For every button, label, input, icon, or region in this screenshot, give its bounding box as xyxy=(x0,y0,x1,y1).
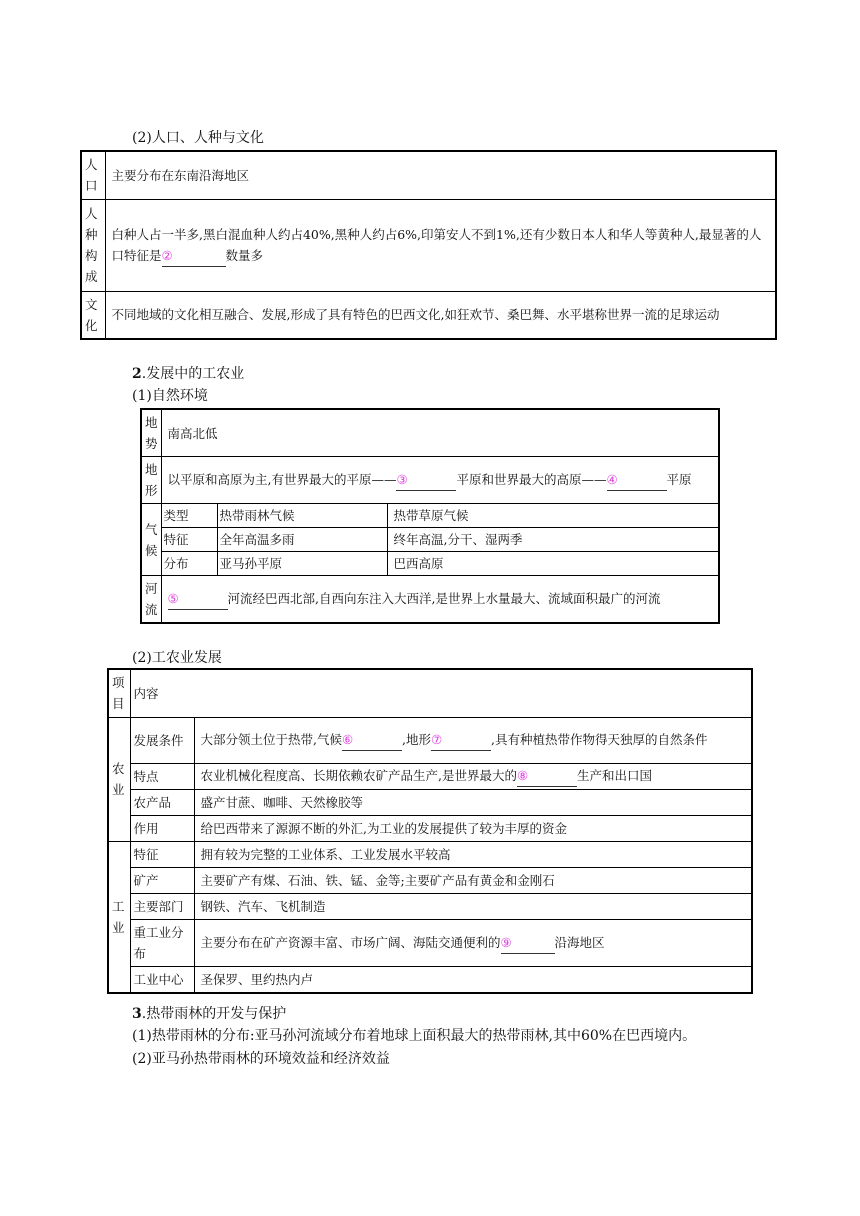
table-row xyxy=(108,815,752,841)
population-heading: (2)人口、人种与文化 xyxy=(132,130,264,146)
row-content: 主要分布在东南沿海地区 xyxy=(105,151,776,199)
answer-blank[interactable]: ⑧ xyxy=(517,765,577,787)
item-content: 圣保罗、里约热内卢 xyxy=(194,966,752,993)
table-row xyxy=(108,893,752,919)
table-row xyxy=(81,199,776,291)
table-row xyxy=(108,789,752,815)
climate-cell: 全年高温多雨 xyxy=(217,528,387,552)
section-2-title xyxy=(132,364,244,384)
climate-cell: 巴西高原 xyxy=(387,552,719,576)
header-content: 内容 xyxy=(130,669,752,717)
table-row xyxy=(141,409,719,457)
climate-key: 分布 xyxy=(161,552,217,576)
climate-key: 类型 xyxy=(161,504,217,528)
text: ,具有种植热带作物得天独厚的自然条件 xyxy=(490,732,708,747)
table-row xyxy=(141,552,719,576)
item-content: 钢铁、汽车、飞机制造 xyxy=(194,893,752,919)
text: 平原和世界最大的高原—— xyxy=(456,472,607,487)
table-row xyxy=(108,867,752,893)
table-row xyxy=(81,151,776,199)
natural-environment-table xyxy=(140,408,720,624)
item-content: 给巴西带来了源源不断的外汇,为工业的发展提供了较为丰厚的资金 xyxy=(194,815,752,841)
table-row xyxy=(108,717,752,763)
section-number: 2 xyxy=(132,366,142,382)
table-row xyxy=(108,919,752,966)
paragraph: (1)热带雨林的分布:亚马孙河流域分布着地球上面积最大的热带雨林,其中60%在巴西境内。 xyxy=(132,1028,697,1044)
row-label: 地形 xyxy=(141,457,161,504)
answer-blank[interactable]: ⑥ xyxy=(342,729,402,751)
row-content xyxy=(161,576,719,624)
item-content xyxy=(194,763,752,789)
text: 大部分领土位于热带,气候 xyxy=(200,732,342,747)
table-row xyxy=(108,966,752,993)
table-row xyxy=(81,291,776,339)
item-key: 特征 xyxy=(130,841,194,867)
item-content: 拥有较为完整的工业体系、工业发展水平较高 xyxy=(194,841,752,867)
table-row xyxy=(141,504,719,528)
text: 主要分布在矿产资源丰富、市场广阔、海陆交通便利的 xyxy=(200,934,501,950)
row-label: 工业 xyxy=(108,841,130,993)
row-content: 南高北低 xyxy=(161,409,719,457)
section-number: 3 xyxy=(132,1006,142,1022)
text: 平原 xyxy=(666,472,692,487)
text: 白种人占一半多,黑白混血种人约占40%,黑种人约占6%,印第安人不到1%,还有少数日本人和华人等黄种人,最显著的人口特征是 xyxy=(111,226,762,263)
row-content xyxy=(161,457,719,504)
industry-agriculture-heading: (2)工农业发展 xyxy=(132,650,222,666)
row-label: 文化 xyxy=(81,291,105,339)
answer-blank[interactable]: ⑦ xyxy=(431,729,491,751)
answer-blank[interactable]: ③ xyxy=(396,469,456,491)
climate-cell: 热带雨林气候 xyxy=(217,504,387,528)
header-item: 项目 xyxy=(108,669,130,717)
row-label: 人口 xyxy=(81,151,105,199)
item-key: 重工业分布 xyxy=(130,919,194,966)
table-row xyxy=(108,763,752,789)
table-row xyxy=(108,669,752,717)
item-content xyxy=(194,717,752,763)
row-label: 地势 xyxy=(141,409,161,457)
item-content: 盛产甘蔗、咖啡、天然橡胶等 xyxy=(194,789,752,815)
population-table xyxy=(80,150,777,340)
text: 农业机械化程度高、长期依赖农矿产品生产,是世界最大的 xyxy=(200,768,517,783)
table-row xyxy=(108,841,752,867)
answer-blank[interactable]: ④ xyxy=(607,469,667,491)
answer-blank[interactable]: ⑨ xyxy=(501,932,555,954)
item-key: 工业中心 xyxy=(130,966,194,993)
row-label: 气候 xyxy=(141,504,161,576)
text: 河流经巴西北部,自西向东注入大西洋,是世界上水量最大、流域面积最广的河流 xyxy=(227,591,661,606)
row-content: 不同地域的文化相互融合、发展,形成了具有特色的巴西文化,如狂欢节、桑巴舞、水平堪称世界一流的足球运动 xyxy=(105,291,776,339)
item-key: 主要部门 xyxy=(130,893,194,919)
row-content xyxy=(105,199,776,291)
climate-key: 特征 xyxy=(161,528,217,552)
section-title-text: .发展中的工农业 xyxy=(141,366,245,382)
answer-blank[interactable]: ⑤ xyxy=(168,588,228,610)
item-content: 主要矿产有煤、石油、铁、锰、金等;主要矿产品有黄金和金刚石 xyxy=(194,867,752,893)
row-label: 人种构成 xyxy=(81,199,105,291)
row-label: 河流 xyxy=(141,576,161,624)
section-title-text: .热带雨林的开发与保护 xyxy=(141,1006,287,1022)
item-key: 农产品 xyxy=(130,789,194,815)
row-label: 农业 xyxy=(108,717,130,841)
section-3-title xyxy=(132,1004,286,1024)
natural-env-heading: (1)自然环境 xyxy=(132,388,208,404)
table-row xyxy=(141,576,719,624)
table-row xyxy=(141,528,719,552)
text: 生产和出口国 xyxy=(576,768,652,783)
text: ,地形 xyxy=(401,732,431,747)
item-key: 特点 xyxy=(130,763,194,789)
item-key: 矿产 xyxy=(130,867,194,893)
table-row xyxy=(141,457,719,504)
paragraph: (2)亚马孙热带雨林的环境效益和经济效益 xyxy=(132,1051,390,1067)
industry-agriculture-table xyxy=(107,668,753,994)
text: 数量多 xyxy=(225,247,264,263)
climate-cell: 亚马孙平原 xyxy=(217,552,387,576)
item-content xyxy=(194,919,752,966)
climate-cell: 终年高温,分干、湿两季 xyxy=(387,528,719,552)
text: 沿海地区 xyxy=(554,934,605,950)
climate-cell: 热带草原气候 xyxy=(387,504,719,528)
text: 以平原和高原为主,有世界最大的平原—— xyxy=(167,472,397,487)
item-key: 作用 xyxy=(130,815,194,841)
answer-blank[interactable]: ② xyxy=(162,245,226,267)
item-key: 发展条件 xyxy=(130,717,194,763)
